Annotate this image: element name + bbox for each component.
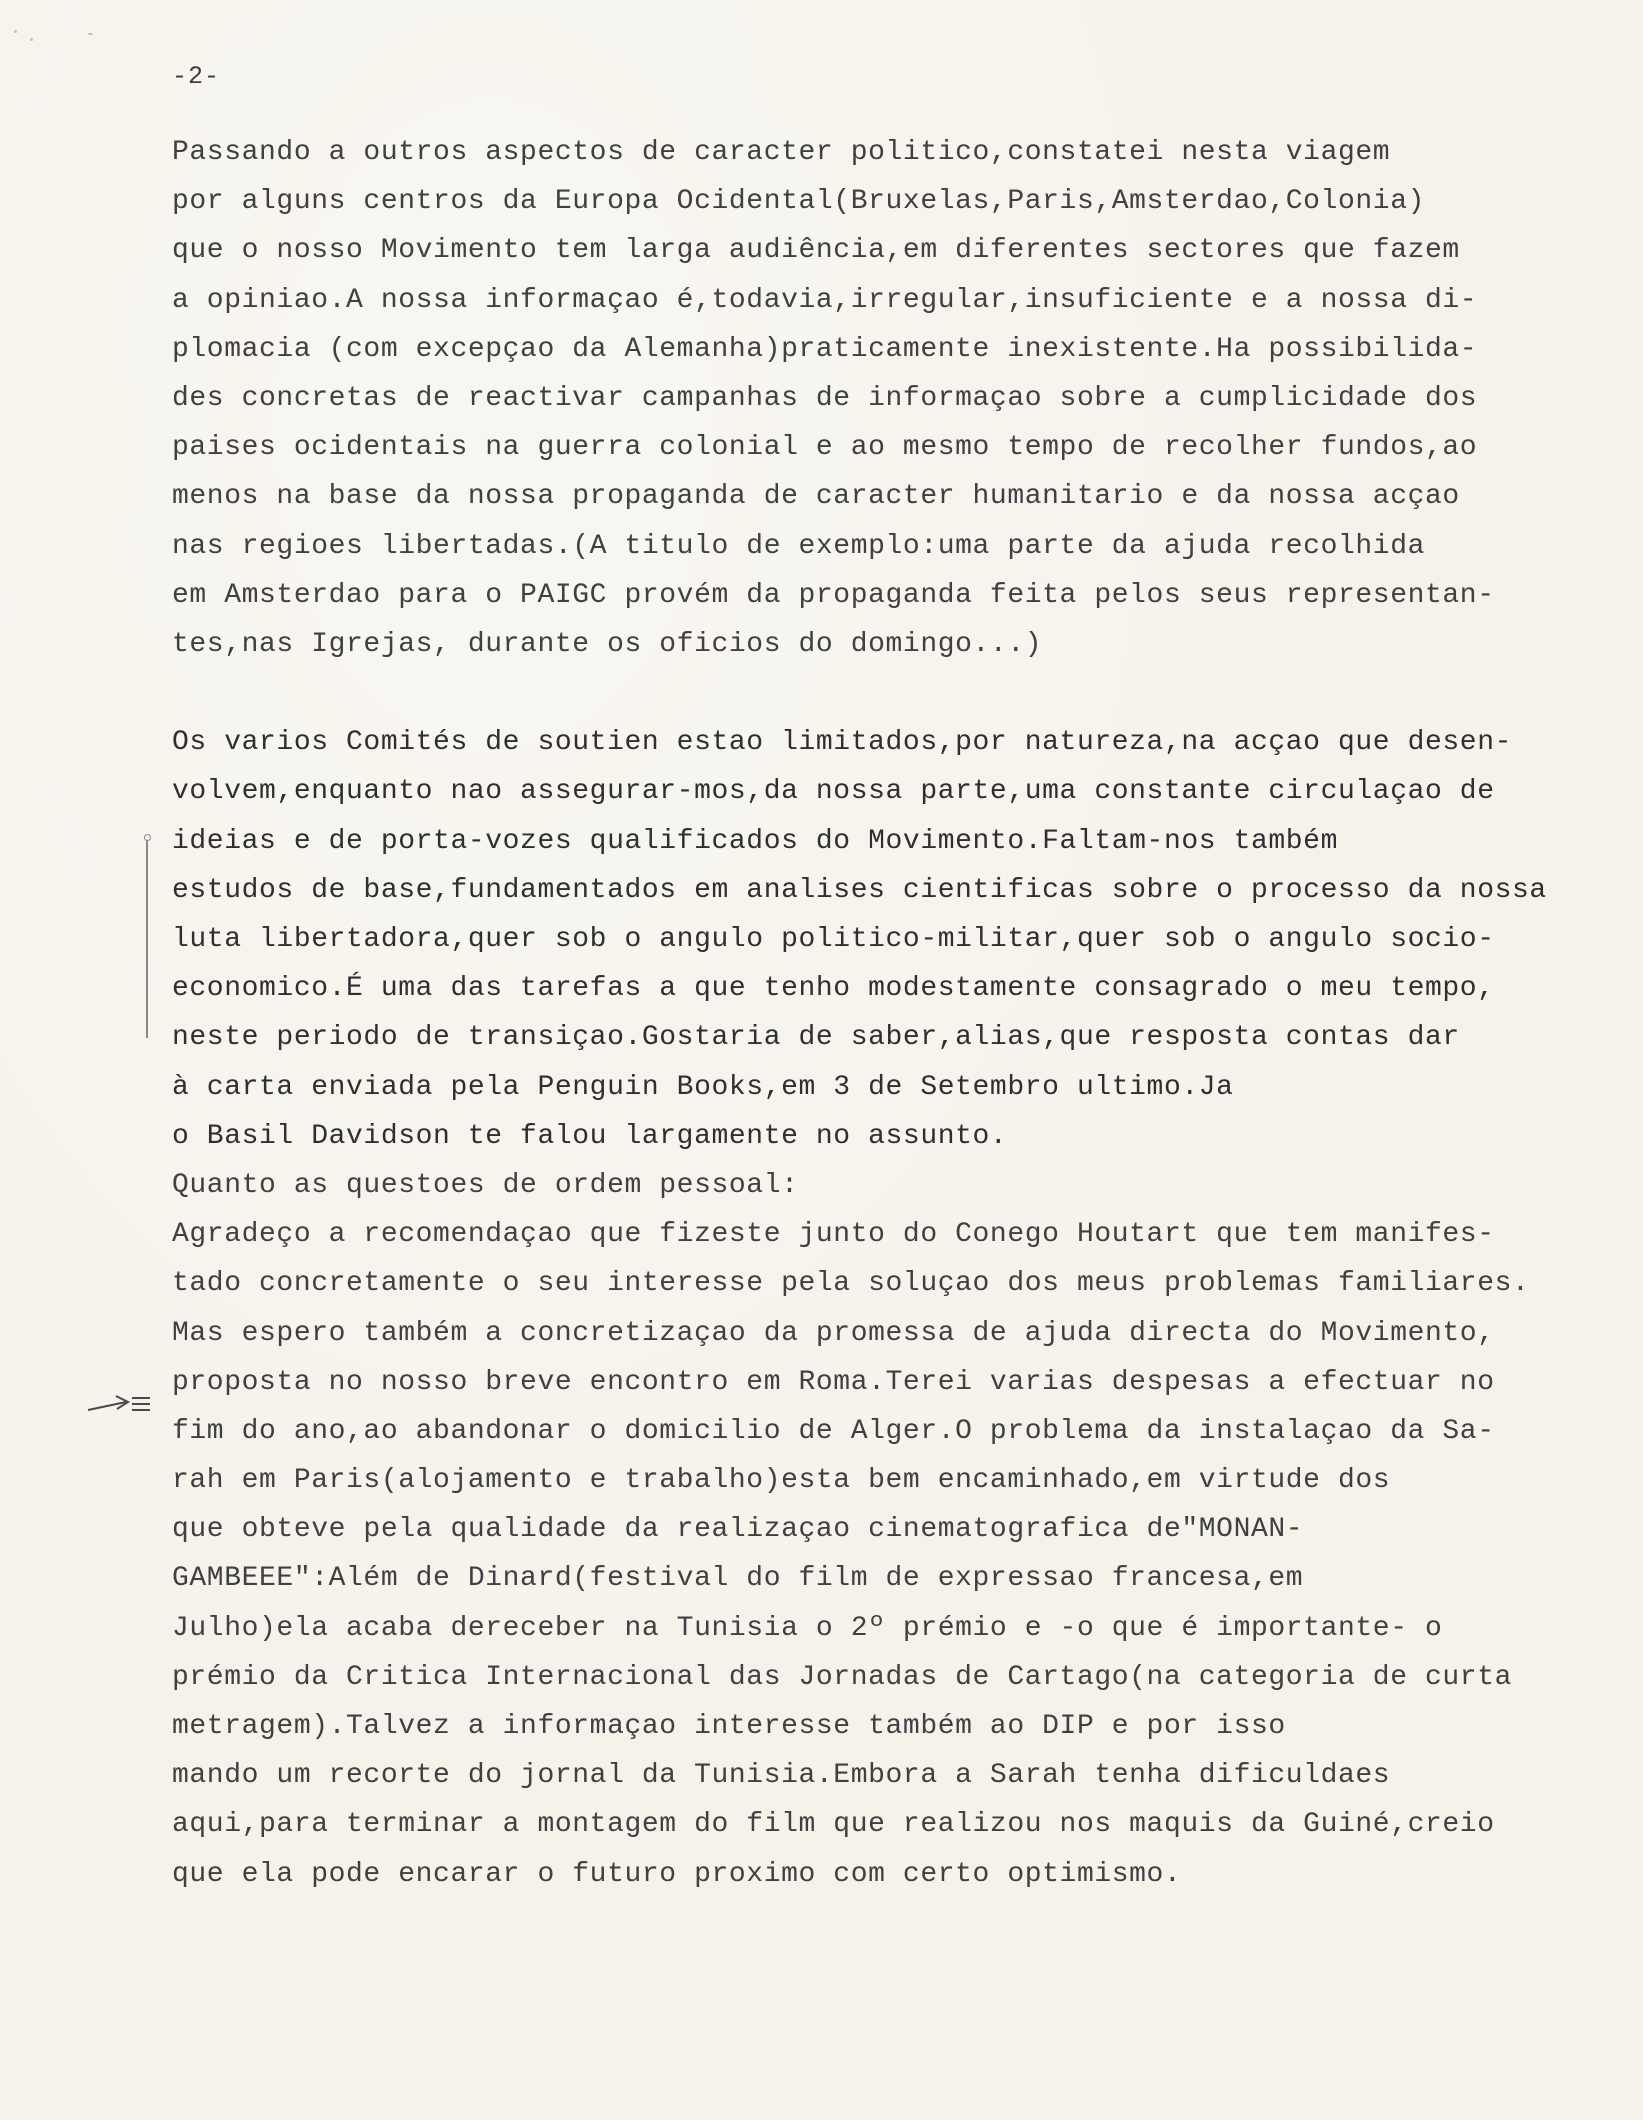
text-line: ideias e de porta-vozes qualificados do Movimento.Faltam-nos também <box>172 825 1338 857</box>
text-line: volvem,enquanto nao assegurar-mos,da nossa parte,uma constante circulaçao de <box>172 776 1495 808</box>
paper-speck <box>30 38 33 41</box>
text-line: plomacia (com excepçao da Alemanha)praticamente inexistente.Ha possibilida- <box>172 333 1478 365</box>
text-line: em Amsterdao para o PAIGC provém da propaganda feita pelos seus representan- <box>172 579 1495 611</box>
paper-speck <box>88 33 93 35</box>
text-line: nas regioes libertadas.(A titulo de exemplo:uma parte da ajuda recolhida <box>172 530 1425 562</box>
text-line: luta libertadora,quer sob o angulo politico-militar,quer sob o angulo socio- <box>172 924 1495 955</box>
text-line: fim do ano,ao abandonar o domicilio de Alger.O problema da instalaçao da Sa- <box>172 1415 1495 1447</box>
text-line: economico.É uma das tarefas a que tenho modestamente consagrado o meu tempo, <box>172 973 1495 1005</box>
text-line: Mas espero também a concretizaçao da promessa de ajuda directa do Movimento, <box>172 1317 1495 1349</box>
paper-speck <box>14 30 17 33</box>
text-line: des concretas de reactivar campanhas de informaçao sobre a cumplicidade dos <box>172 382 1478 414</box>
text-line: tado concretamente o seu interesse pela soluçao dos meus problemas familiares. <box>172 1268 1530 1300</box>
text-line: prémio da Critica Internacional das Jornadas de Cartago(na categoria de curta <box>172 1661 1513 1693</box>
text-line: que obteve pela qualidade da realizaçao cinematografica de"MONAN- <box>172 1514 1304 1546</box>
margin-arrow-icon <box>86 1388 158 1418</box>
text-line: mando um recorte do jornal da Tunisia.Embora a Sarah tenha dificuldaes <box>172 1760 1391 1792</box>
text-line: rah em Paris(alojamento e trabalho)esta bem encaminhado,em virtude dos <box>172 1465 1391 1497</box>
text-line: Quanto as questoes de ordem pessoal: <box>172 1169 799 1201</box>
margin-vertical-mark <box>146 840 148 1038</box>
letter-body <box>172 128 1612 1899</box>
text-line: estudos de base,fundamentados em analises cientificas sobre o processo da nossa <box>172 874 1547 906</box>
text-line: menos na base da nossa propaganda de caracter humanitario e da nossa acçao <box>172 481 1460 513</box>
text-line: o Basil Davidson te falou largamente no assunto. <box>172 1120 1008 1152</box>
text-line: que ela pode encarar o futuro proximo com certo optimismo. <box>172 1858 1182 1890</box>
text-line: Os varios Comités de soutien estao limitados,por natureza,na acçao que desen- <box>172 727 1513 759</box>
text-line: que o nosso Movimento tem larga audiência,em diferentes sectores que fazem <box>172 235 1460 267</box>
text-line: GAMBEEE":Além de Dinard(festival do film de expressao francesa,em <box>172 1563 1304 1595</box>
text-line: Julho)ela acaba dereceber na Tunisia o 2º prémio e -o que é importante- o <box>172 1612 1443 1644</box>
text-line: Agradeço a recomendaçao que fizeste junto do Conego Houtart que tem manifes- <box>172 1219 1495 1251</box>
text-line: tes,nas Igrejas, durante os oficios do domingo...) <box>172 628 1043 660</box>
text-line: aqui,para terminar a montagem do film que realizou nos maquis da Guiné,creio <box>172 1809 1495 1841</box>
text-line: à carta enviada pela Penguin Books,em 3 de Setembro ultimo.Ja <box>172 1071 1234 1103</box>
text-line <box>172 669 1612 718</box>
page-number: -2- <box>172 62 221 91</box>
text-line: paises ocidentais na guerra colonial e ao mesmo tempo de recolher fundos,ao <box>172 432 1478 464</box>
text-line: metragem).Talvez a informaçao interesse também ao DIP e por isso <box>172 1711 1286 1742</box>
text-line: a opiniao.A nossa informaçao é,todavia,irregular,insuficiente e a nossa di- <box>172 284 1478 316</box>
text-line: neste periodo de transiçao.Gostaria de saber,alias,que resposta contas dar <box>172 1022 1460 1054</box>
text-line: Passando a outros aspectos de caracter politico,constatei nesta viagem <box>172 137 1391 168</box>
text-line: proposta no nosso breve encontro em Roma.Terei varias despesas a efectuar no <box>172 1366 1495 1398</box>
text-line: por alguns centros da Europa Ocidental(Bruxelas,Paris,Amsterdao,Colonia) <box>172 186 1425 218</box>
